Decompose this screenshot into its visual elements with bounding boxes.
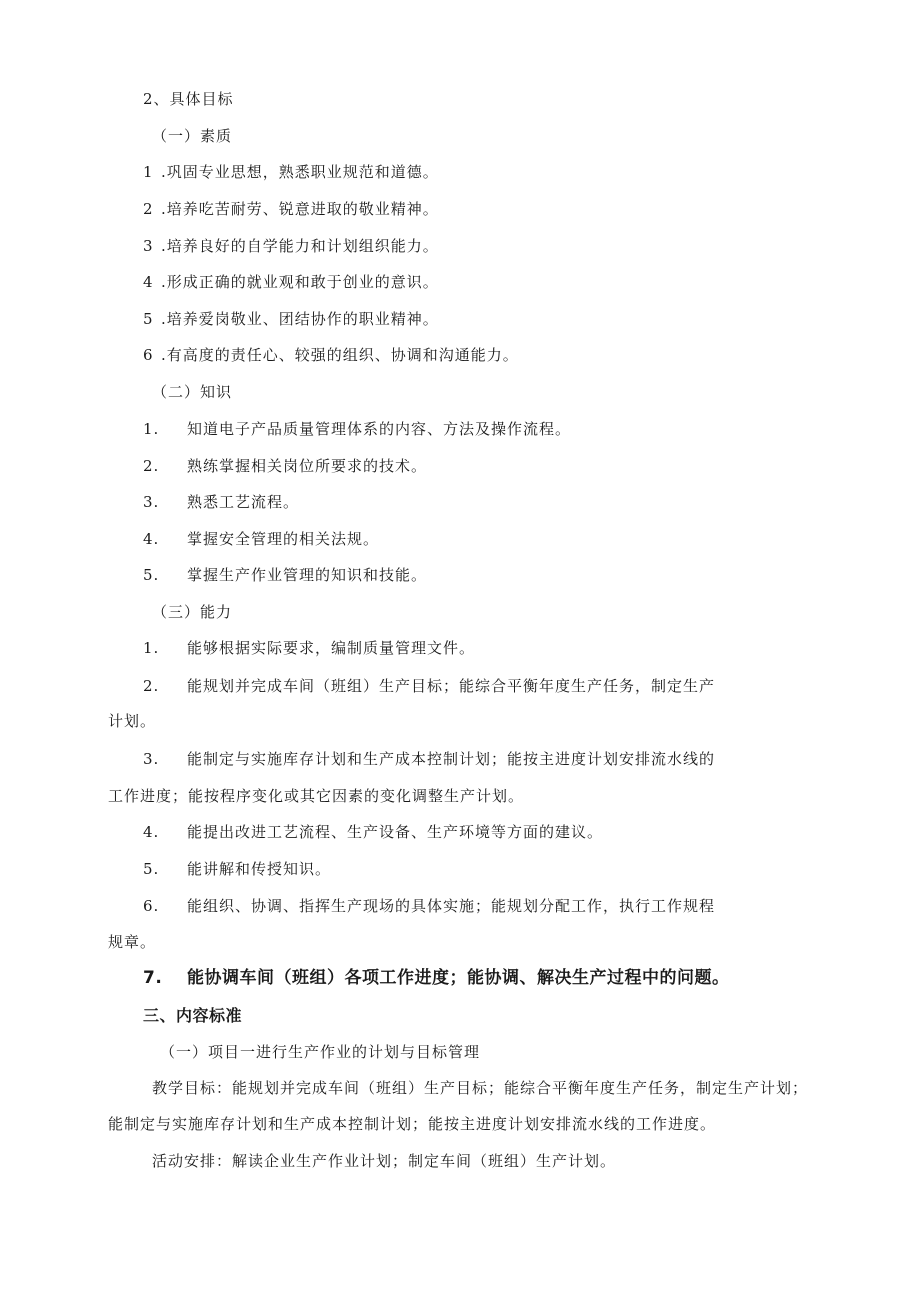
item-text: .培养爱岗敬业、团结协作的职业精神。: [161, 310, 439, 328]
item-number: 1.: [143, 420, 160, 438]
knowledge-item: [143, 565, 427, 585]
ability-item-continuation: 工作进度；能按程序变化或其它因素的变化调整生产计划。: [108, 787, 525, 805]
ability-item: [143, 749, 715, 769]
knowledge-heading: （二）知识: [152, 383, 233, 401]
ability-heading: （三）能力: [152, 603, 233, 621]
item-text: .培养吃苦耐劳、锐意进取的敬业精神。: [161, 200, 439, 218]
item-number: 1.: [143, 639, 160, 657]
quality-item: [143, 272, 439, 292]
item-text: .形成正确的就业观和敢于创业的意识。: [161, 273, 439, 291]
ability-item: [143, 676, 715, 696]
item-text: 知道电子产品质量管理体系的内容、方法及操作流程。: [187, 420, 572, 438]
item-text: 能够根据实际要求，编制质量管理文件。: [187, 639, 476, 657]
activity-arrangement: 活动安排：解读企业生产作业计划；制定车间（班组）生产计划。: [152, 1152, 617, 1170]
item-number: 2.: [143, 677, 160, 695]
item-text: 熟练掌握相关岗位所要求的技术。: [187, 457, 428, 475]
item-number: 5: [143, 310, 154, 328]
item-number: 4: [143, 273, 154, 291]
item-number: 5.: [143, 860, 160, 878]
item-text: 能讲解和传授知识。: [187, 860, 332, 878]
quality-item: [143, 236, 439, 256]
ability-item: [143, 968, 730, 988]
item-number: 6.: [143, 897, 160, 915]
item-text: .培养良好的自学能力和计划组织能力。: [161, 237, 439, 255]
item-number: 3.: [143, 493, 160, 511]
item-number: 3: [143, 237, 154, 255]
item-text: 掌握安全管理的相关法规。: [187, 530, 380, 548]
item-text: .有高度的责任心、较强的组织、协调和沟通能力。: [161, 346, 519, 364]
item-number: 4.: [143, 530, 160, 548]
item-text: 能协调车间（班组）各项工作进度；能协调、解决生产过程中的问题。: [187, 968, 730, 988]
knowledge-item: [143, 529, 379, 549]
knowledge-item: [143, 492, 299, 512]
teaching-goal-line2: 能制定与实施库存计划和生产成本控制计划；能按主进度计划安排流水线的工作进度。: [108, 1115, 717, 1133]
project1-title: （一）项目一进行生产作业的计划与目标管理: [160, 1043, 481, 1061]
ability-item-continuation: 计划。: [108, 712, 157, 730]
quality-heading: （一）素质: [152, 127, 233, 145]
item-text: 能组织、协调、指挥生产现场的具体实施；能规划分配工作，执行工作规程: [187, 897, 716, 915]
ability-item: [143, 896, 715, 916]
item-text: .巩固专业思想，熟悉职业规范和道德。: [161, 163, 439, 181]
item-number: 1: [143, 163, 154, 181]
quality-item: [143, 345, 519, 365]
item-text: 能规划并完成车间（班组）生产目标；能综合平衡年度生产任务，制定生产: [187, 677, 716, 695]
quality-item: [143, 309, 439, 329]
item-number: 3.: [143, 750, 160, 768]
item-number: 6: [143, 346, 154, 364]
item-number: 2.: [143, 457, 160, 475]
ability-item: [143, 638, 475, 658]
knowledge-item: [143, 456, 427, 476]
ability-item: [143, 822, 603, 842]
item-number: 4.: [143, 823, 160, 841]
quality-item: [143, 199, 439, 219]
ability-item: [143, 859, 331, 879]
content-standard-heading: 三、内容标准: [143, 1006, 243, 1025]
item-text: 能提出改进工艺流程、生产设备、生产环境等方面的建议。: [187, 823, 604, 841]
item-text: 能制定与实施库存计划和生产成本控制计划；能按主进度计划安排流水线的: [187, 750, 716, 768]
ability-item-continuation: 规章。: [108, 933, 157, 951]
quality-item: [143, 162, 439, 182]
teaching-goal-line1: 教学目标：能规划并完成车间（班组）生产目标；能综合平衡年度生产任务，制定生产计划；: [152, 1079, 809, 1097]
item-number: 5.: [143, 566, 160, 584]
item-text: 掌握生产作业管理的知识和技能。: [187, 566, 428, 584]
item-number: 7.: [143, 968, 163, 988]
item-number: 2: [143, 200, 154, 218]
section-specific-goals: 2、具体目标: [143, 90, 234, 108]
knowledge-item: [143, 419, 571, 439]
item-text: 熟悉工艺流程。: [187, 493, 300, 511]
